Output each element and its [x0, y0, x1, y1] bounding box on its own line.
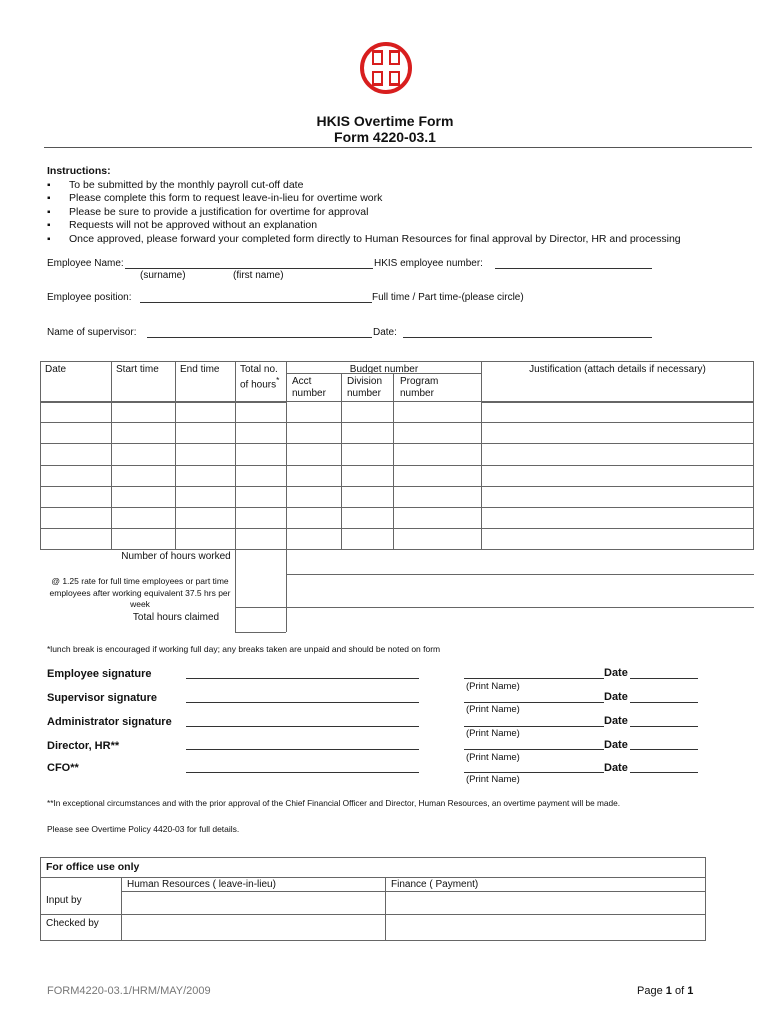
office-finance-header: Finance ( Payment) — [386, 878, 706, 892]
cfo-date-label: Date — [604, 762, 628, 774]
instructions — [47, 165, 681, 246]
employee-date-label: Date — [604, 667, 628, 679]
form-number: Form 4220-03.1 — [334, 129, 436, 145]
office-checked-by-hr[interactable] — [122, 915, 386, 941]
instruction-item: ▪ Please be sure to provide a justification for overtime for approval — [47, 206, 681, 220]
page-number — [637, 985, 693, 997]
supervisor-label: Name of supervisor: — [47, 327, 137, 338]
hkis-number-label: HKIS employee number: — [374, 258, 483, 269]
administrator-print-name-field[interactable] — [464, 726, 604, 727]
date-field[interactable] — [403, 337, 652, 338]
office-blank-cell — [41, 878, 122, 892]
employee-print-name-field[interactable] — [464, 678, 604, 679]
employee-date-field[interactable] — [630, 678, 698, 679]
employee-name-label: Employee Name: — [47, 258, 124, 269]
page-current: 1 — [665, 985, 672, 997]
director-hr-signature-field[interactable] — [186, 749, 419, 750]
header-justification: Justification (attach details if necessary) — [482, 362, 754, 403]
office-hr-header: Human Resources ( leave-in-lieu) — [122, 878, 386, 892]
administrator-print-name: (Print Name) — [466, 728, 520, 739]
employee-name-field[interactable] — [125, 268, 373, 269]
administrator-date-field[interactable] — [630, 726, 698, 727]
office-checked-by-label: Checked by — [41, 915, 122, 941]
employee-signature-field[interactable] — [186, 678, 419, 679]
employee-signature-label: Employee signature — [47, 668, 152, 680]
office-input-by-hr[interactable] — [122, 892, 386, 915]
header-total-hours-text: Total no. of hours — [240, 364, 278, 391]
supervisor-date-field[interactable] — [630, 702, 698, 703]
rate-label: @ 1.25 rate for full time employees or part time employees after working equivalent 37.5 hrs per week — [49, 576, 231, 609]
of-word: of — [674, 985, 685, 997]
lunch-note: *lunch break is encouraged if working full day; any breaks taken are unpaid and should be noted on form — [47, 644, 441, 654]
office-use-heading: For office use only — [41, 858, 706, 878]
page-word: Page — [637, 985, 663, 997]
director-hr-print-name-field[interactable] — [464, 749, 604, 750]
cfo-print-name-field[interactable] — [464, 772, 604, 773]
full-part-time-label[interactable]: Full time / Part time-(please circle) — [372, 292, 524, 303]
title-rule — [44, 147, 752, 148]
header-start-time: Start time — [112, 362, 176, 403]
date-label: Date: — [373, 327, 397, 338]
form-code: FORM4220-03.1/HRM/MAY/2009 — [47, 985, 211, 997]
instruction-item: ▪ Requests will not be approved without an explanation — [47, 219, 681, 233]
cfo-print-name: (Print Name) — [466, 774, 520, 785]
employee-position-label: Employee position: — [47, 292, 132, 303]
administrator-date-label: Date — [604, 715, 628, 727]
supervisor-print-name-field[interactable] — [464, 702, 604, 703]
supervisor-signature-label: Supervisor signature — [47, 692, 158, 704]
office-checked-by-finance[interactable] — [386, 915, 706, 941]
header-acct-number: Acct number — [292, 376, 326, 399]
header-division-number: Division number — [347, 376, 383, 399]
header-program-number: Program number — [400, 376, 439, 399]
supervisor-print-name: (Print Name) — [466, 704, 520, 715]
director-hr-date-field[interactable] — [630, 749, 698, 750]
office-input-by-finance[interactable] — [386, 892, 706, 915]
office-use-table — [40, 857, 706, 941]
total-hours-claimed-label: Total hours claimed — [132, 612, 220, 623]
administrator-signature-label: Administrator signature — [47, 716, 172, 728]
cfo-label: CFO** — [47, 762, 79, 774]
employee-print-name: (Print Name) — [466, 681, 520, 692]
instruction-item: ▪ Please complete this form to request leave-in-lieu for overtime work — [47, 192, 681, 206]
supervisor-signature-field[interactable] — [186, 702, 419, 703]
hours-worked-label: Number of hours worked — [121, 551, 231, 562]
cfo-date-field[interactable] — [630, 772, 698, 773]
policy-note: Please see Overtime Policy 4420-03 for full details. — [47, 824, 240, 834]
director-hr-print-name: (Print Name) — [466, 752, 520, 763]
instructions-heading: Instructions: — [47, 165, 111, 177]
header-budget-number: Budget number — [287, 362, 482, 402]
hkis-number-field[interactable] — [495, 268, 652, 269]
administrator-signature-field[interactable] — [186, 726, 419, 727]
footnote-mark: * — [276, 375, 280, 385]
surname-hint: (surname) — [140, 270, 186, 281]
form-title: HKIS Overtime Form — [316, 113, 454, 129]
instruction-item: ▪ Once approved, please forward your completed form directly to Human Resources for final approval by Director, HR and processing — [47, 233, 681, 247]
cfo-signature-field[interactable] — [186, 772, 419, 773]
supervisor-date-label: Date — [604, 691, 628, 703]
exceptional-note: **In exceptional circumstances and with the prior approval of the Chief Financial Officer and Director, Human Resources, an overtime payment will be made. — [47, 798, 621, 808]
director-hr-date-label: Date — [604, 739, 628, 751]
hkis-logo — [358, 40, 414, 96]
director-hr-label: Director, HR** — [47, 740, 120, 752]
page-total: 1 — [687, 985, 694, 997]
header-end-time: End time — [176, 362, 236, 403]
header-date: Date — [41, 362, 112, 403]
first-name-hint: (first name) — [233, 270, 284, 281]
employee-position-field[interactable] — [140, 302, 372, 303]
supervisor-field[interactable] — [147, 337, 372, 338]
office-input-by-label: Input by — [41, 892, 122, 915]
instruction-item: ▪ To be submitted by the monthly payroll cut-off date — [47, 179, 681, 193]
